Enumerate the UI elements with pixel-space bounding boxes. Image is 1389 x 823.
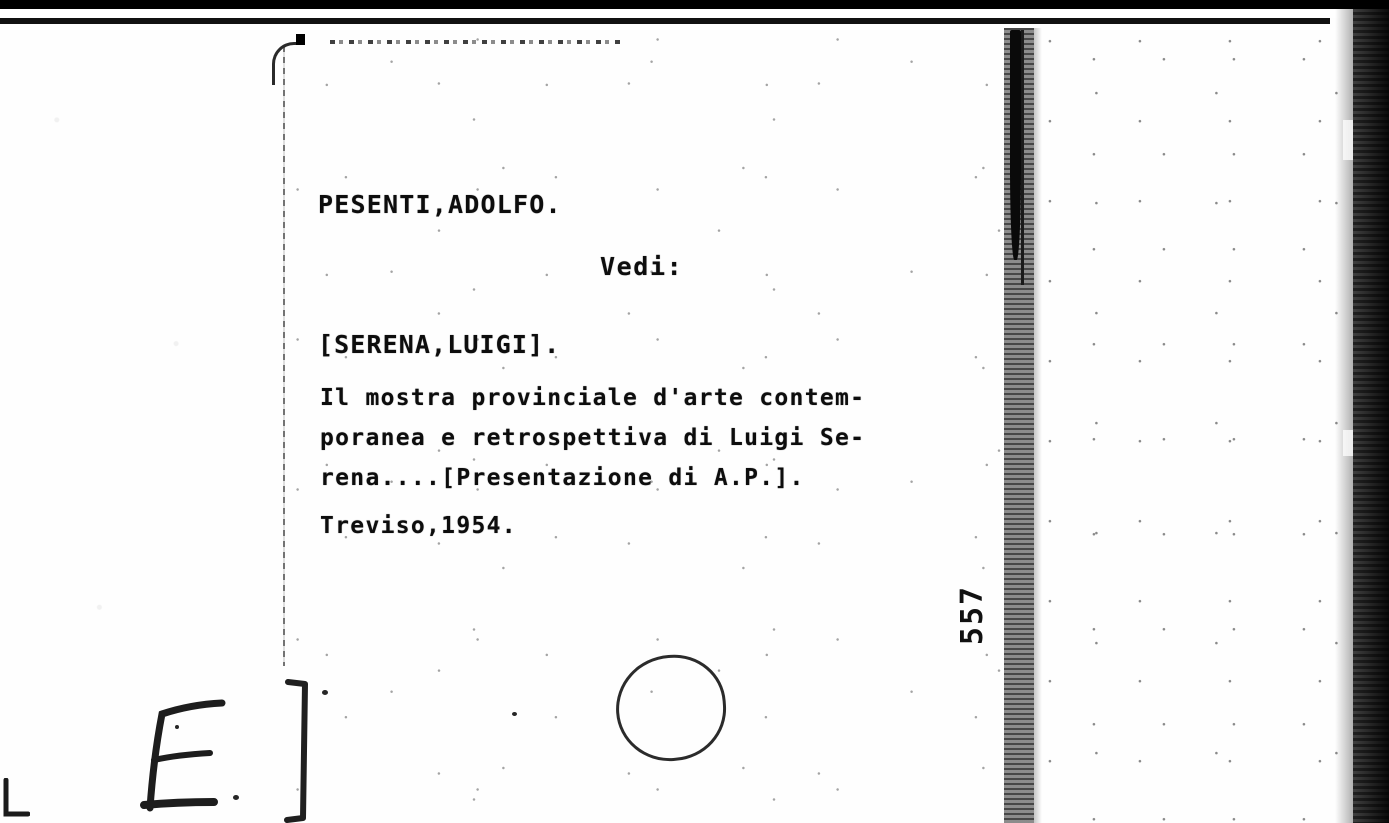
pencil-circle-mark (612, 651, 729, 764)
stray-speck-2 (322, 690, 328, 695)
card-title-block (320, 378, 865, 498)
call-number: 557 (954, 584, 990, 646)
paper-noise-right (1040, 26, 1355, 823)
title-line-3: rena....[Presentazione di A.P.]. (320, 465, 805, 491)
card-top-edge (330, 40, 620, 44)
scan-seam-thin-line (1021, 30, 1024, 285)
scan-seam-falloff (1034, 28, 1042, 823)
handwritten-bracket (283, 678, 313, 823)
title-line-2: poranea e retrospettiva di Luigi Se- (320, 425, 866, 451)
handwritten-letter-f (140, 690, 235, 815)
right-edge-shadow (1353, 0, 1389, 823)
handwritten-letter-l (0, 778, 30, 823)
card-top-tick-mark (296, 34, 305, 45)
right-edge-notch-upper (1343, 120, 1353, 160)
card-imprint: Treviso,1954. (320, 513, 517, 539)
card-left-edge (283, 46, 285, 666)
cross-reference-label: Vedi: (600, 252, 684, 281)
top-border-band (0, 0, 1389, 9)
top-border-gap (0, 9, 1340, 18)
scan-seam-dark-core (1010, 30, 1021, 260)
referenced-author: [SERENA,LUIGI]. (318, 330, 561, 359)
card-heading-author: PESENTI,ADOLFO. (318, 190, 562, 219)
stray-speck-1 (512, 712, 517, 716)
title-line-1: Il mostra provinciale d'arte contem- (320, 385, 866, 411)
right-edge-notch-lower (1343, 430, 1353, 456)
